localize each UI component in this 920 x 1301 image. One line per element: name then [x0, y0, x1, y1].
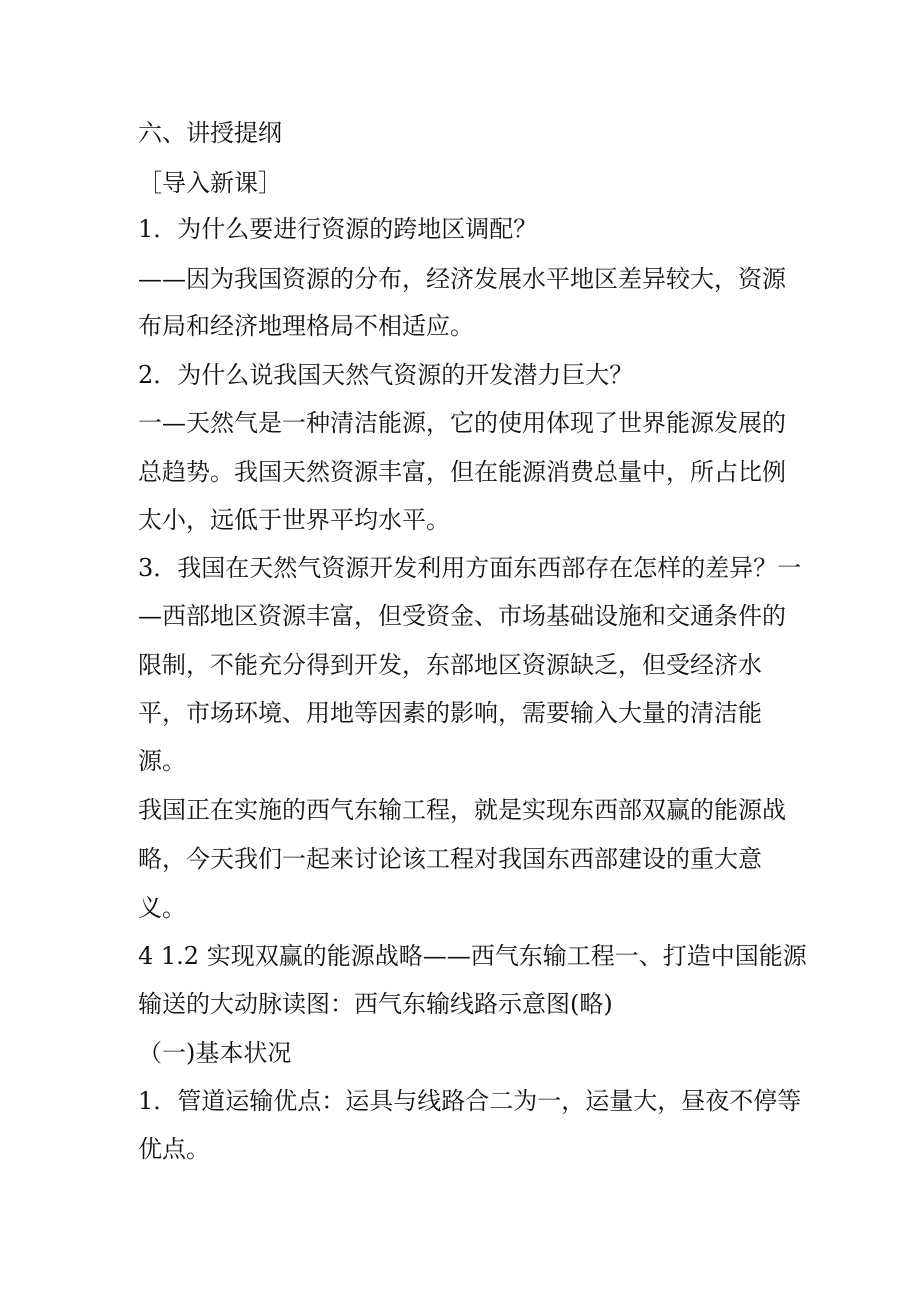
intro-paragraph-line-1: 我国正在实施的西气东输工程，就是实现东西部双赢的能源战: [138, 796, 786, 824]
answer-3-line-4: 源。: [138, 747, 186, 775]
subsection-basic-status: （一)基本状况: [138, 1039, 292, 1067]
answer-2-line-1: 一—天然气是一种清洁能源，它的使用体现了世界能源发展的: [138, 409, 786, 437]
answer-2-line-2: 总趋势。我国天然资源丰富，但在能源消费总量中，所占比例: [138, 458, 786, 486]
answer-1-line-2: 布局和经济地理格局不相适应。: [138, 312, 474, 340]
section-4-title-line-1: 4 1.2 实现双赢的能源战略——西气东输工程一、打造中国能源: [138, 942, 807, 970]
question-2: 2．为什么说我国天然气资源的开发潜力巨大？: [138, 361, 634, 389]
answer-3-line-3: 平，市场环境、用地等因素的影响，需要输入大量的清洁能: [138, 699, 762, 727]
question-1: 1．为什么要进行资源的跨地区调配？: [138, 215, 538, 243]
answer-2-line-3: 太小，远低于世界平均水平。: [138, 506, 450, 534]
answer-3-line-2: 限制，不能充分得到开发，东部地区资源缺乏，但受经济水: [138, 651, 762, 679]
question-3: 3．我国在天然气资源开发利用方面东西部存在怎样的差异？一: [138, 554, 802, 582]
section-heading-lecture-outline: 六、讲授提纲: [138, 119, 282, 147]
answer-3-line-1: —西部地区资源丰富，但受资金、市场基础设施和交通条件的: [138, 602, 786, 630]
point-1-line-1: 1．管道运输优点：运具与线路合二为一，运量大，昼夜不停等: [138, 1087, 802, 1115]
point-1-line-2: 优点。: [138, 1135, 210, 1163]
answer-1-line-1: ——因为我国资源的分布，经济发展水平地区差异较大，资源: [138, 265, 786, 293]
section-4-title-line-2: 输送的大动脉读图：西气东输线路示意图(略): [138, 990, 613, 1018]
subheading-intro-new-lesson: ［导入新课］: [138, 169, 282, 197]
intro-paragraph-line-2: 略，今天我们一起来讨论该工程对我国东西部建设的重大意: [138, 845, 762, 873]
intro-paragraph-line-3: 义。: [138, 894, 186, 922]
